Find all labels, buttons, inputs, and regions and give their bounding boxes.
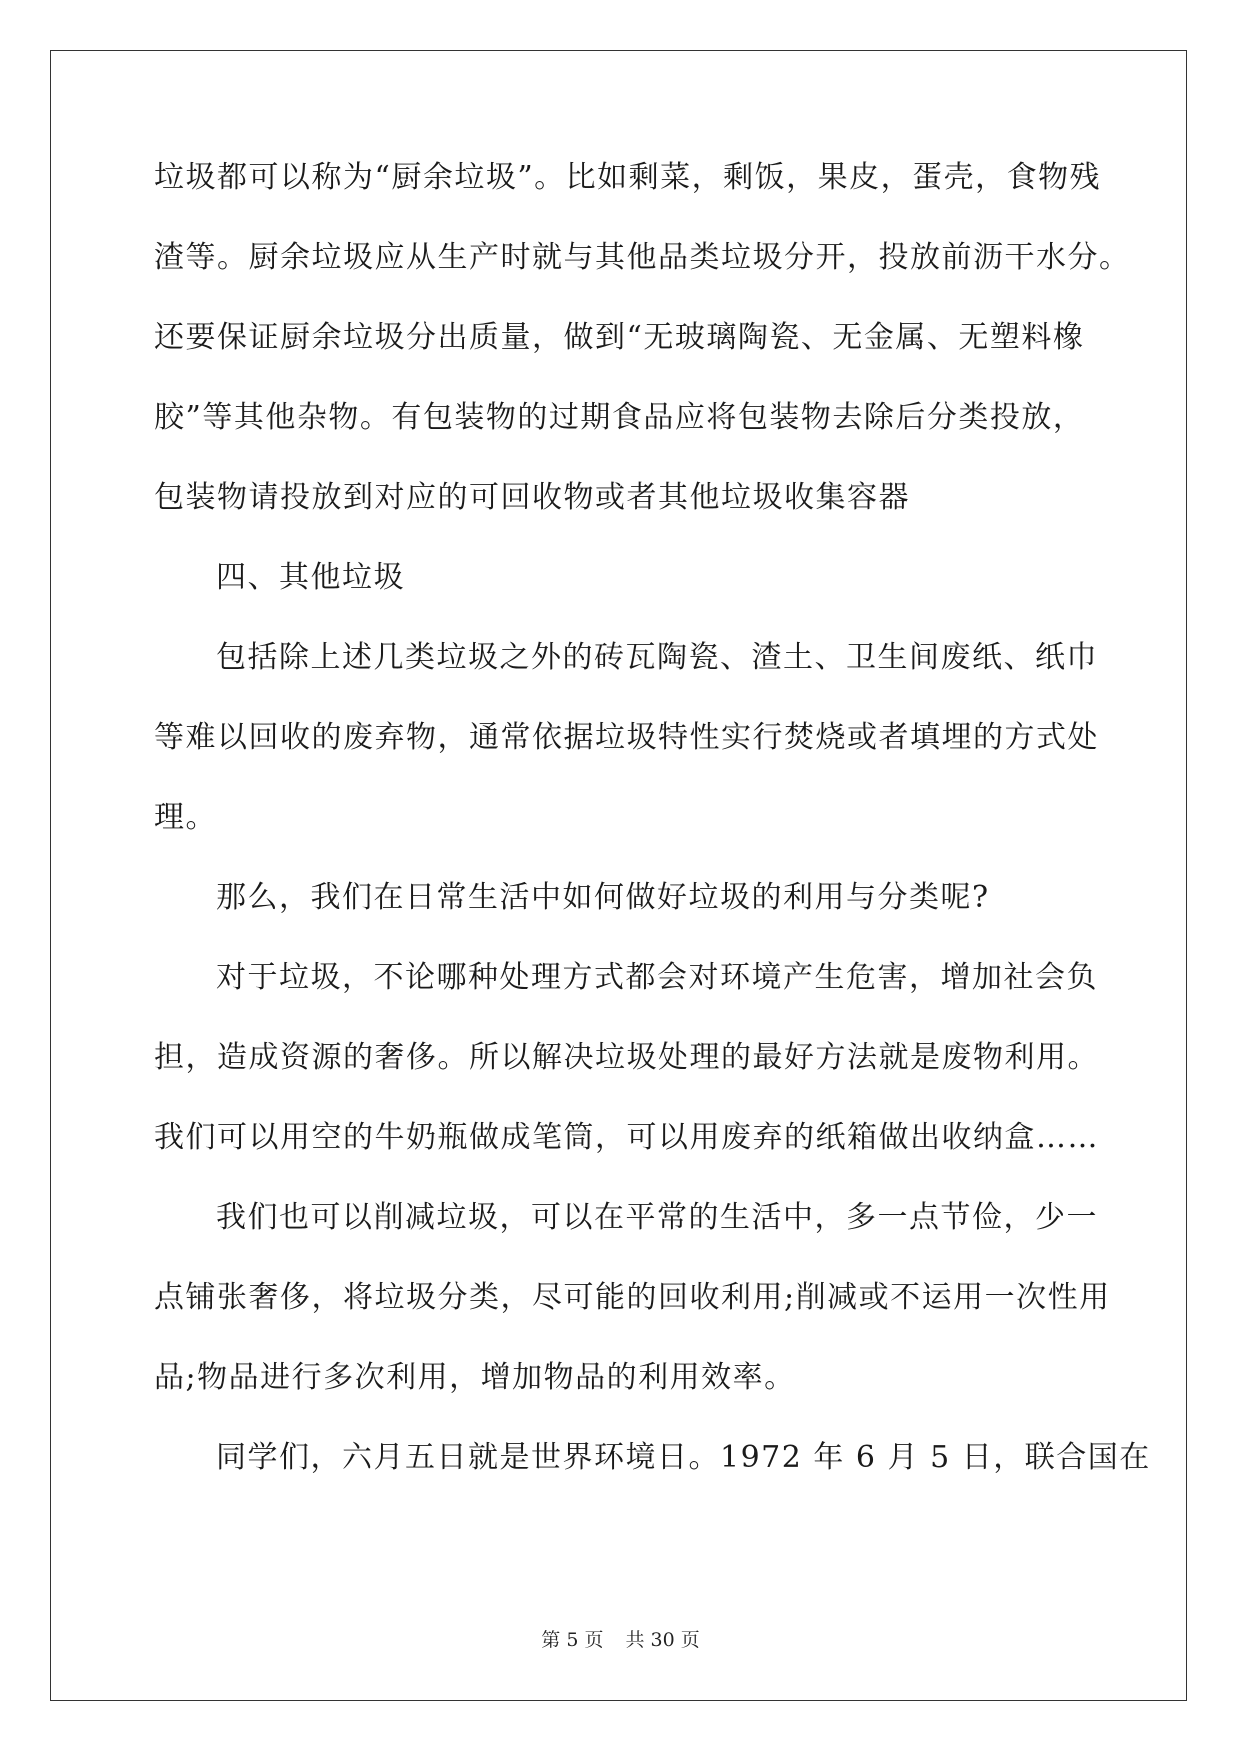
text-line: 对于垃圾，不论哪种处理方式都会对环境产生危害，增加社会负 [216,960,1098,995]
text-line: 胶”等其他杂物。有包装物的过期食品应将包装物去除后分类投放， [154,400,1085,435]
text-line: 那么，我们在日常生活中如何做好垃圾的利用与分类呢? [216,880,990,915]
page-footer [0,1625,1241,1652]
text-line: 我们可以用空的牛奶瓶做成笔筒，可以用废弃的纸箱做出收纳盒…… [154,1120,1099,1155]
section-heading: 四、其他垃圾 [216,560,405,595]
text-line: 品;物品进行多次利用，增加物品的利用效率。 [154,1360,796,1395]
document-body [154,158,1151,1518]
text-line: 包装物请投放到对应的可回收物或者其他垃圾收集容器 [154,480,910,515]
text-line: 渣等。厨余垃圾应从生产时就与其他品类垃圾分开，投放前沥干水分。 [154,240,1131,275]
text-line: 包括除上述几类垃圾之外的砖瓦陶瓷、渣土、卫生间废纸、纸巾 [216,640,1098,675]
text-line: 还要保证厨余垃圾分出质量，做到“无玻璃陶瓷、无金属、无塑料橡 [154,320,1085,355]
text-line: 理。 [154,800,217,835]
text-line: 我们也可以削减垃圾，可以在平常的生活中，多一点节俭，少一 [216,1200,1098,1235]
text-line: 同学们，六月五日就是世界环境日。1972 年 6 月 5 日，联合国在 [216,1440,1151,1475]
page-number: 第 5 页 [541,1629,604,1651]
text-line: 垃圾都可以称为“厨余垃圾”。比如剩菜，剩饭，果皮，蛋壳，食物残 [154,160,1102,195]
text-line: 担，造成资源的奢侈。所以解决垃圾处理的最好方法就是废物利用。 [154,1040,1099,1075]
text-line: 点铺张奢侈，将垃圾分类，尽可能的回收利用;削减或不运用一次性用 [154,1280,1111,1315]
page-total: 共 30 页 [625,1629,700,1651]
text-line: 等难以回收的废弃物，通常依据垃圾特性实行焚烧或者填埋的方式处 [154,720,1099,755]
